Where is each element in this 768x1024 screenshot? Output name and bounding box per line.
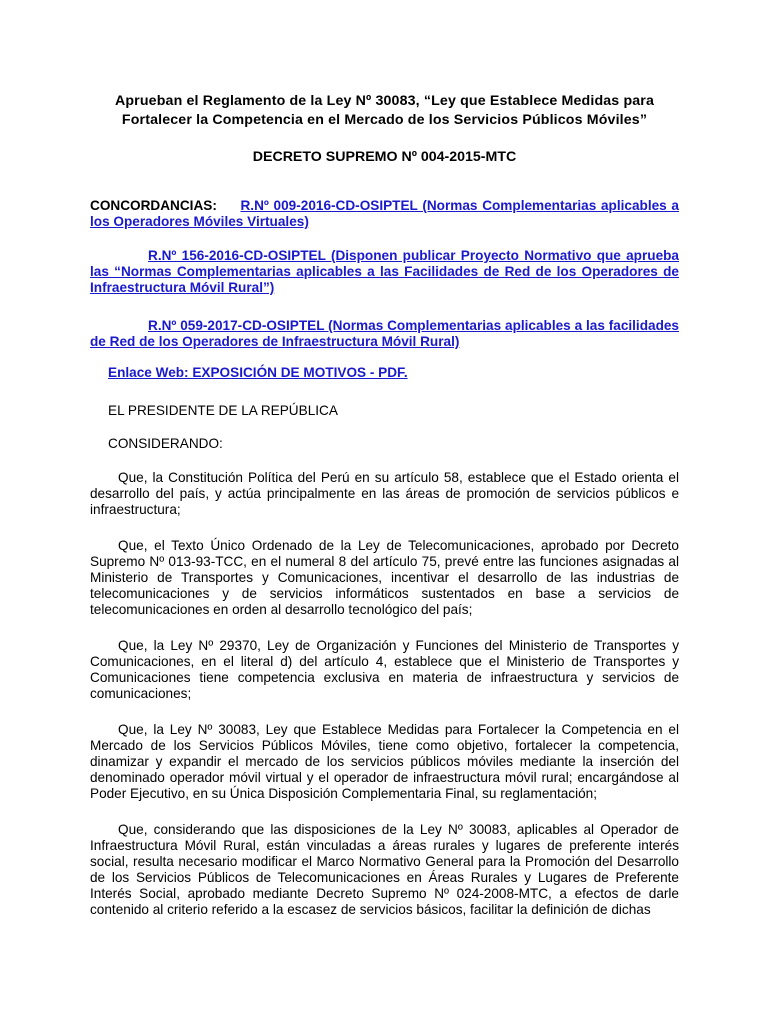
paragraph-1: Que, la Constitución Política del Perú en su artículo 58, establece que el Estado orienta el desarrollo del país, y actúa principalmente en las áreas de promoción de servicios públicos e infraestructura; bbox=[90, 470, 679, 517]
document-page bbox=[90, 92, 679, 917]
document-title bbox=[90, 92, 679, 130]
exposicion-motivos-link[interactable]: Enlace Web: EXPOSICIÓN DE MOTIVOS - PDF. bbox=[108, 365, 408, 380]
paragraph-5: Que, considerando que las disposiciones de la Ley Nº 30083, aplicables al Operador de Infraestructura Móvil Rural, están vinculadas a áreas rurales y lugares de preferente interés social, resulta necesario modificar el Marco Normativo General para la Promoción del Desarrollo de los Servicios Públicos de Telecomunicaciones en Áreas Rurales y Lugares de Preferente Interés Social, aprobado mediante Decreto Supremo Nº 024-2008-MTC, a efectos de darle contenido al criterio referido a la escasez de servicios básicos, facilitar la definición de dichas bbox=[90, 822, 679, 917]
concordancia-link-1[interactable]: R.Nº 009-2016-CD-OSIPTEL (Normas Complementarias aplicables a los Operadores Móviles Virtuales) bbox=[90, 198, 679, 229]
concordancia-3 bbox=[90, 318, 679, 350]
concordancia-2 bbox=[90, 248, 679, 296]
president-heading: EL PRESIDENTE DE LA REPÚBLICA bbox=[108, 403, 338, 418]
paragraph-4: Que, la Ley Nº 30083, Ley que Establece Medidas para Fortalecer la Competencia en el Mercado de los Servicios Públicos Móviles, tiene como objetivo, fortalecer la competencia, dinamizar y expandir el mercado de los servicios públicos móviles mediante la inserción del denominado operador móvil virtual y el operador de infraestructura móvil rural; encargándose al Poder Ejecutivo, en su Única Disposición Complementaria Final, su reglamentación; bbox=[90, 722, 679, 801]
title-line-2: Fortalecer la Competencia en el Mercado de los Servicios Públicos Móviles” bbox=[121, 112, 648, 128]
paragraph-2: Que, el Texto Único Ordenado de la Ley de Telecomunicaciones, aprobado por Decreto Supremo Nº 013-93-TCC, en el numeral 8 del artículo 75, prevé entre las funciones asignadas al Ministerio de Transportes y Comunicaciones, incentivar el desarrollo de las industrias de telecomunicaciones y de servicios informáticos sustentados en base a servicios de telecomunicaciones en orden al desarrollo tecnológico del país; bbox=[90, 538, 679, 617]
concordancias-label: CONCORDANCIAS: bbox=[90, 198, 217, 213]
paragraph-3: Que, la Ley Nº 29370, Ley de Organización y Funciones del Ministerio de Transportes y Comunicaciones, en el literal d) del artículo 4, establece que el Ministerio de Transportes y Comunicaciones tiene competencia exclusiva en materia de infraestructura y servicios de comunicaciones; bbox=[90, 638, 679, 701]
concordancia-link-3[interactable]: R.Nº 059-2017-CD-OSIPTEL (Normas Complementarias aplicables a las facilidades de Red de los Operadores de Infraestructura Móvil Rural) bbox=[90, 318, 679, 349]
concordancia-1 bbox=[90, 198, 679, 230]
concordancia-link-2[interactable]: R.Nº 156-2016-CD-OSIPTEL (Disponen publicar Proyecto Normativo que aprueba las “Normas Complementarias aplicables a las Facilidades de Red de los Operadores de Infraestructura Móvil Rural”) bbox=[90, 248, 679, 295]
title-line-1: Aprueban el Reglamento de la Ley Nº 30083, “Ley que Establece Medidas para bbox=[114, 93, 655, 109]
decree-heading: DECRETO SUPREMO Nº 004-2015-MTC bbox=[252, 149, 517, 165]
considerando-heading: CONSIDERANDO: bbox=[108, 436, 223, 451]
web-link-paragraph bbox=[108, 365, 408, 381]
